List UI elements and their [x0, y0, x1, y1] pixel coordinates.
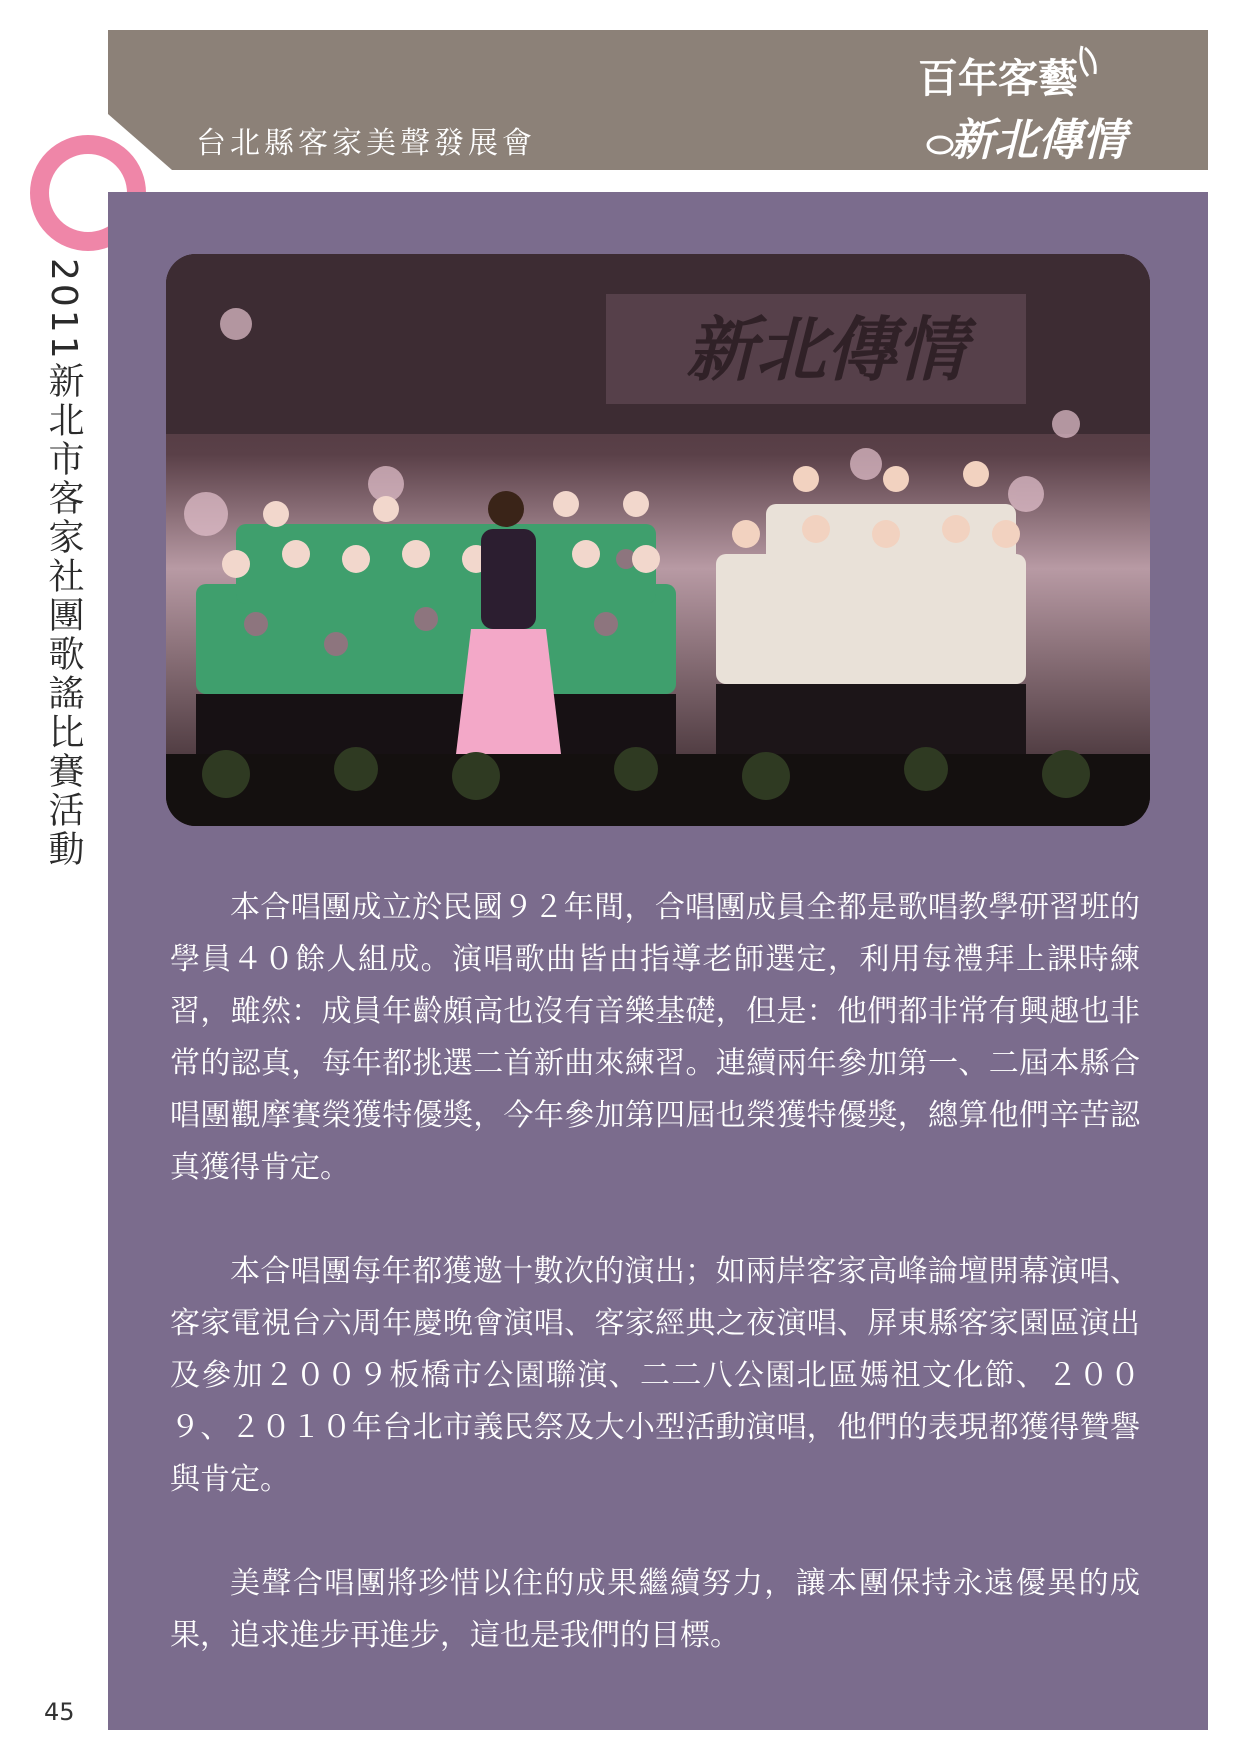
photo-banner-text: 新北傳情	[686, 308, 966, 391]
logo	[910, 40, 1180, 168]
paragraph-1: 本合唱團成立於民國９２年間，合唱團成員全都是歌唱教學研習班的學員４０餘人組成。演唱歌曲皆由指導老師選定，利用每禮拜上課時練習，雖然：成員年齡頗高也沒有音樂基礎，但是：他們都非常有興趣也非常的認真，每年都挑選二首新曲來練習。連續兩年參加第一、二屆本縣合唱團觀摩賽榮獲特優獎，今年參加第四屆也榮獲特優獎，總算他們辛苦認真獲得肯定。	[170, 890, 1140, 1185]
side-title: 2011新北市客家社團歌謠比賽活動	[43, 258, 84, 869]
choir-photo	[166, 254, 1150, 826]
paragraph-3: 美聲合唱團將珍惜以往的成果繼續努力，讓本團保持永遠優異的成果，追求進步再進步，這也是我們的目標。	[170, 1566, 1140, 1653]
swirl-icon	[928, 137, 952, 153]
logo-line1: 百年客藝	[918, 55, 1078, 102]
page-number: 45	[44, 1698, 75, 1726]
content-panel	[108, 192, 1208, 1730]
paragraph-2: 本合唱團每年都獲邀十數次的演出；如兩岸客家高峰論壇開幕演唱、客家電視台六周年慶晚會演唱、客家經典之夜演唱、屏東縣客家園區演出及參加２００９板橋市公園聯演、二二八公園北區媽祖文化節、２００９、２０１０年台北市義民祭及大小型活動演唱，他們的表現都獲得贊譽與肯定。	[170, 1254, 1140, 1497]
organization-name: 台北縣客家美聲發展會	[196, 126, 536, 161]
music-note-icon	[1081, 46, 1095, 76]
logo-line2: 新北傳情	[950, 115, 1126, 166]
choir-women	[196, 524, 676, 694]
body-text	[170, 882, 1140, 1714]
